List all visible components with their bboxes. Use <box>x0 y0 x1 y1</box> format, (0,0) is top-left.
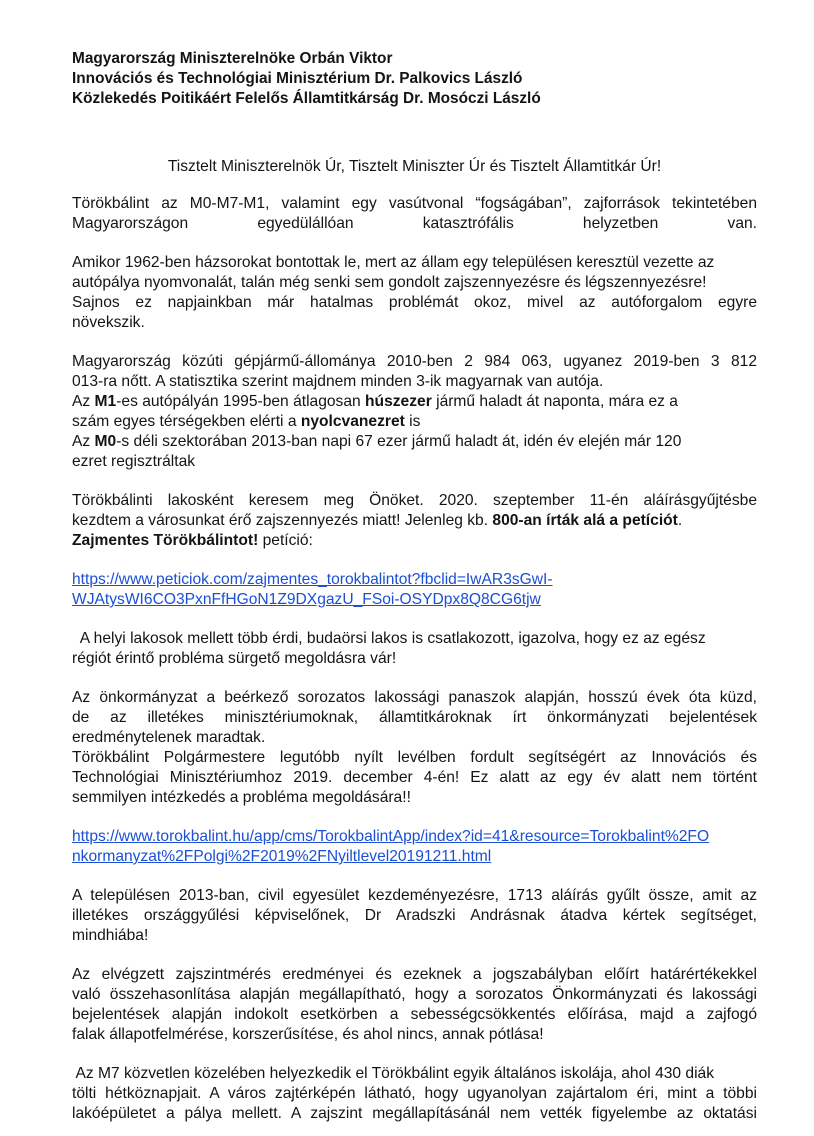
addressee-block <box>72 49 757 109</box>
text-line: A településen 2013-ban, civil egyesület kezdeményezésre, 1713 aláírás gyűlt össze, amit az <box>72 887 757 904</box>
addressee-line: Innovációs és Technológiai Minisztérium Dr. Palkovics László <box>72 70 523 87</box>
text-line: Amikor 1962-ben házsorokat bontottak le, mert az állam egy településen keresztül vezette az <box>72 254 715 271</box>
text-line: Az önkormányzat a beérkező sorozatos lakossági panaszok alapján, hosszú évek óta küzd, <box>72 689 757 706</box>
text-line: lakóépületet a pálya mellett. A zajszint megállapításánál nem vették figyelembe az oktatási <box>72 1105 757 1122</box>
text-line <box>72 392 757 412</box>
text-run: . <box>677 512 683 529</box>
paragraph-intro <box>72 194 757 234</box>
text-line: Az M7 közvetlen közelében helyezkedik el Törökbálint egyik általános iskolája, ahol 430 diák <box>72 1065 715 1082</box>
text-line: régiót érintő probléma sürgető megoldásra vár! <box>72 650 397 667</box>
text-line: Törökbálint Polgármestere legutóbb nyílt levélben fordult segítségért az Innovációs és <box>72 749 757 766</box>
text-line: Technológiai Minisztériumhoz 2019. december 4-én! Ez alatt az egy év alatt nem történt <box>72 769 757 786</box>
addressee-line: Magyarország Miniszterelnöke Orbán Viktor <box>72 50 393 67</box>
text-line <box>72 531 757 551</box>
paragraph-noise-measurement <box>72 965 757 1045</box>
text-line: mindhiába! <box>72 927 149 944</box>
bold-text: Zajmentes Törökbálintot! <box>72 532 259 549</box>
paragraph-school <box>72 1064 757 1124</box>
text-line: Magyarországon egyedülállóan katasztrófális helyzetben van. <box>72 215 757 232</box>
text-run: kezdtem a városunkat érő zajszennyezés miatt! Jelenleg kb. <box>72 512 493 529</box>
bold-text: M1 <box>94 393 117 410</box>
paragraph-municipality <box>72 688 757 808</box>
text-run: -s déli szektorában 2013-ban napi 67 ezer jármű haladt át, idén év elején már 120 <box>116 433 682 450</box>
link-line[interactable]: https://www.torokbalint.hu/app/cms/TorokbalintApp/index?id=41&resource=Torokbalint%2FO <box>72 828 710 845</box>
link-line[interactable]: WJAtysWI6CO3PxnFfHGoN1Z9DXgazU_FSoi-OSYDpx8Q8CG6tjw <box>72 591 541 608</box>
text-line: való összehasonlítása alapján megállapítható, hogy a sorozatos Önkormányzati és lakossági <box>72 986 757 1003</box>
text-line: de az illetékes minisztériumoknak, államtitkároknak írt önkormányzati bejelentések <box>72 709 757 726</box>
text-line: ezret regisztráltak <box>72 453 196 470</box>
paragraph-residents <box>72 629 757 669</box>
text-line <box>72 432 757 452</box>
text-line: Az elvégzett zajszintmérés eredményei és ezeknek a jogszabályban előírt határértékekkel <box>72 966 757 983</box>
bold-text: 800-an írták alá a petíciót <box>492 512 678 529</box>
text-line: bejelentések alapján indokolt esetkörben a sebességcsökkentés előírása, majd a zajfogó <box>72 1006 757 1023</box>
text-line: autópálya nyomvonalát, talán még senki sem gondolt zajszennyezésre és légszennyezésre! <box>72 274 707 291</box>
text-line: növekszik. <box>72 314 145 331</box>
text-line: Sajnos ez napjainkban már hatalmas problémát okoz, mivel az autóforgalom egyre <box>72 294 757 311</box>
text-run: is <box>404 413 421 430</box>
paragraph-petition <box>72 491 757 551</box>
text-run: -es autópályán 1995-ben átlagosan <box>116 393 366 410</box>
petition-link[interactable] <box>72 570 757 610</box>
text-run: szám egyes térségekben elérti a <box>72 413 301 430</box>
text-line: semmilyen intézkedés a probléma megoldására!! <box>72 789 411 806</box>
text-line <box>72 412 757 432</box>
text-line: Törökbálinti lakosként keresem meg Önöket. 2020. szeptember 11-én aláírásgyűjtésbe <box>72 492 757 509</box>
text-run: petíció: <box>258 532 313 549</box>
paragraph-signatures <box>72 886 757 946</box>
text-line: tölti hétköznapjait. A város zajtérképén látható, hogy ugyanolyan zajártalom éri, mint a többi <box>72 1085 757 1102</box>
text-line <box>72 511 757 531</box>
text-run: Az <box>72 393 95 410</box>
text-run: jármű haladt át naponta, mára ez a <box>431 393 678 410</box>
paragraph-statistics <box>72 352 757 472</box>
greeting: Tisztelt Miniszterelnök Úr, Tisztelt Miniszter Úr és Tisztelt Államtitkár Úr! <box>167 158 662 175</box>
link-line[interactable]: https://www.peticiok.com/zajmentes_torokbalintot?fbclid=IwAR3sGwI- <box>72 571 553 588</box>
text-line: Magyarország közúti gépjármű-állománya 2010-ben 2 984 063, ugyanez 2019-ben 3 812 <box>72 353 757 370</box>
text-line: illetékes országgyűlési képviselőnek, Dr Aradszki Andrásnak átadva kértek segítséget, <box>72 907 757 924</box>
text-line: Törökbálint az M0-M7-M1, valamint egy vasútvonal “fogságában”, zajforrások tekintetében <box>72 195 757 212</box>
bold-text: húszezer <box>365 393 432 410</box>
bold-text: nyolcvanezret <box>300 413 405 430</box>
paragraph-history <box>72 253 757 333</box>
text-line: eredménytelenek maradtak. <box>72 729 266 746</box>
link-line[interactable]: nkormanyzat%2FPolgi%2F2019%2FNyiltlevel20191211.html <box>72 848 492 865</box>
addressee-line: Közlekedés Poitikáért Felelős Államtitkárság Dr. Mosóczi László <box>72 90 541 107</box>
open-letter-link[interactable] <box>72 827 757 867</box>
text-line: falak állapotfelmérése, korszerűsítése, és ahol nincs, annak pótlása! <box>72 1026 544 1043</box>
text-line: 013-ra nőtt. A statisztika szerint majdnem minden 3-ik magyarnak van autója. <box>72 373 604 390</box>
bold-text: M0 <box>94 433 117 450</box>
text-run: Az <box>72 433 95 450</box>
text-line: A helyi lakosok mellett több érdi, budaörsi lakos is csatlakozott, igazolva, hogy ez az egész <box>72 630 706 647</box>
